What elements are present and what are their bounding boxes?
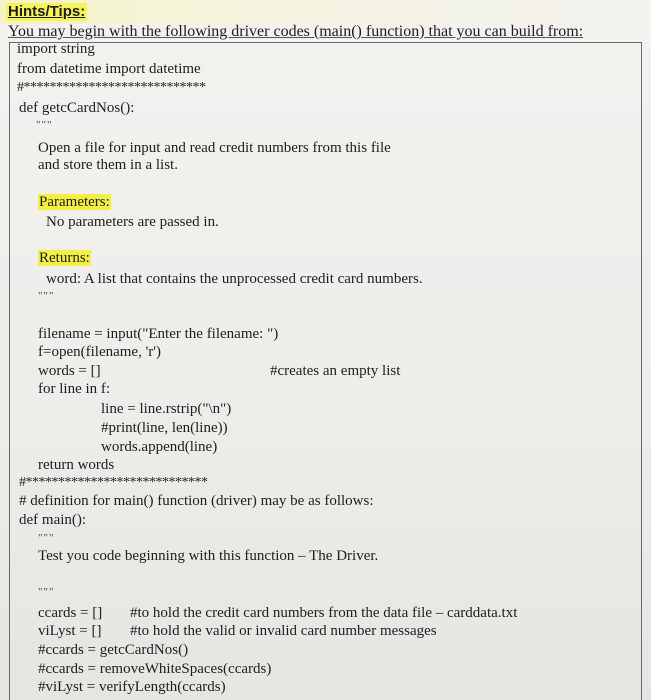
code-line-words-init: words = [] — [38, 363, 101, 379]
code-line-append: words.append(line) — [101, 439, 218, 455]
code-line-filename-input: filename = input("Enter the filename: ") — [38, 326, 279, 342]
docstring-returns-text: word: A list that contains the unprocessed credit card numbers. — [46, 271, 423, 287]
docstring-line-1: Open a file for input and read credit numbers from this file — [38, 140, 391, 156]
parameters-label: Parameters: — [39, 194, 110, 210]
docstring-line-2: and store them in a list. — [38, 157, 178, 173]
code-line-print-comment: #print(line, len(line)) — [101, 420, 228, 436]
code-line-from-import: from datetime import datetime — [17, 61, 201, 77]
docstring-returns-heading — [38, 249, 91, 267]
code-line-vilyst: viLyst = [] — [38, 623, 102, 639]
code-line-def-getccardnos: def getcCardNos(): — [19, 100, 135, 116]
code-line-separator-2: #**************************** — [19, 475, 208, 490]
docstring-parameters-text: No parameters are passed in. — [46, 214, 219, 230]
returns-label: Returns: — [39, 250, 90, 266]
code-line-import: import string — [17, 41, 95, 57]
code-line-docstring-open: """ — [36, 119, 53, 131]
code-line-remove-whitespace: #ccards = removeWhiteSpaces(ccards) — [38, 661, 272, 677]
code-comment-ccards: #to hold the credit card numbers from the data file – carddata.txt — [130, 605, 518, 621]
code-line-get-cards: #ccards = getcCardNos() — [38, 642, 189, 658]
hints-heading: Hints/Tips: — [8, 3, 86, 20]
code-line-return: return words — [38, 457, 115, 473]
main-docstring-text: Test you code beginning with this function – The Driver. — [38, 548, 379, 564]
docstring-parameters-heading — [38, 193, 111, 211]
code-comment-empty-list: #creates an empty list — [270, 363, 401, 379]
code-line-def-main: def main(): — [19, 512, 87, 528]
code-line-for-loop: for line in f: — [38, 381, 111, 397]
intro-text: You may begin with the following driver codes (main() function) that you can build from: — [8, 23, 584, 40]
code-line-rstrip: line = line.rstrip("\n") — [101, 401, 232, 417]
code-line-separator: #**************************** — [17, 80, 206, 95]
code-line-main-docstring-close: """ — [38, 586, 55, 598]
code-line-verify-length: #viLyst = verifyLength(ccards) — [38, 679, 226, 695]
code-line-main-docstring-open: """ — [38, 532, 55, 544]
code-line-docstring-close: """ — [38, 290, 55, 302]
title-highlight-strip — [0, 0, 651, 24]
code-line-open-file: f=open(filename, 'r') — [38, 344, 161, 360]
code-comment-vilyst: #to hold the valid or invalid card number messages — [130, 623, 437, 639]
code-line-main-comment: # definition for main() function (driver) may be as follows: — [19, 493, 374, 509]
code-line-ccards: ccards = [] — [38, 605, 103, 621]
